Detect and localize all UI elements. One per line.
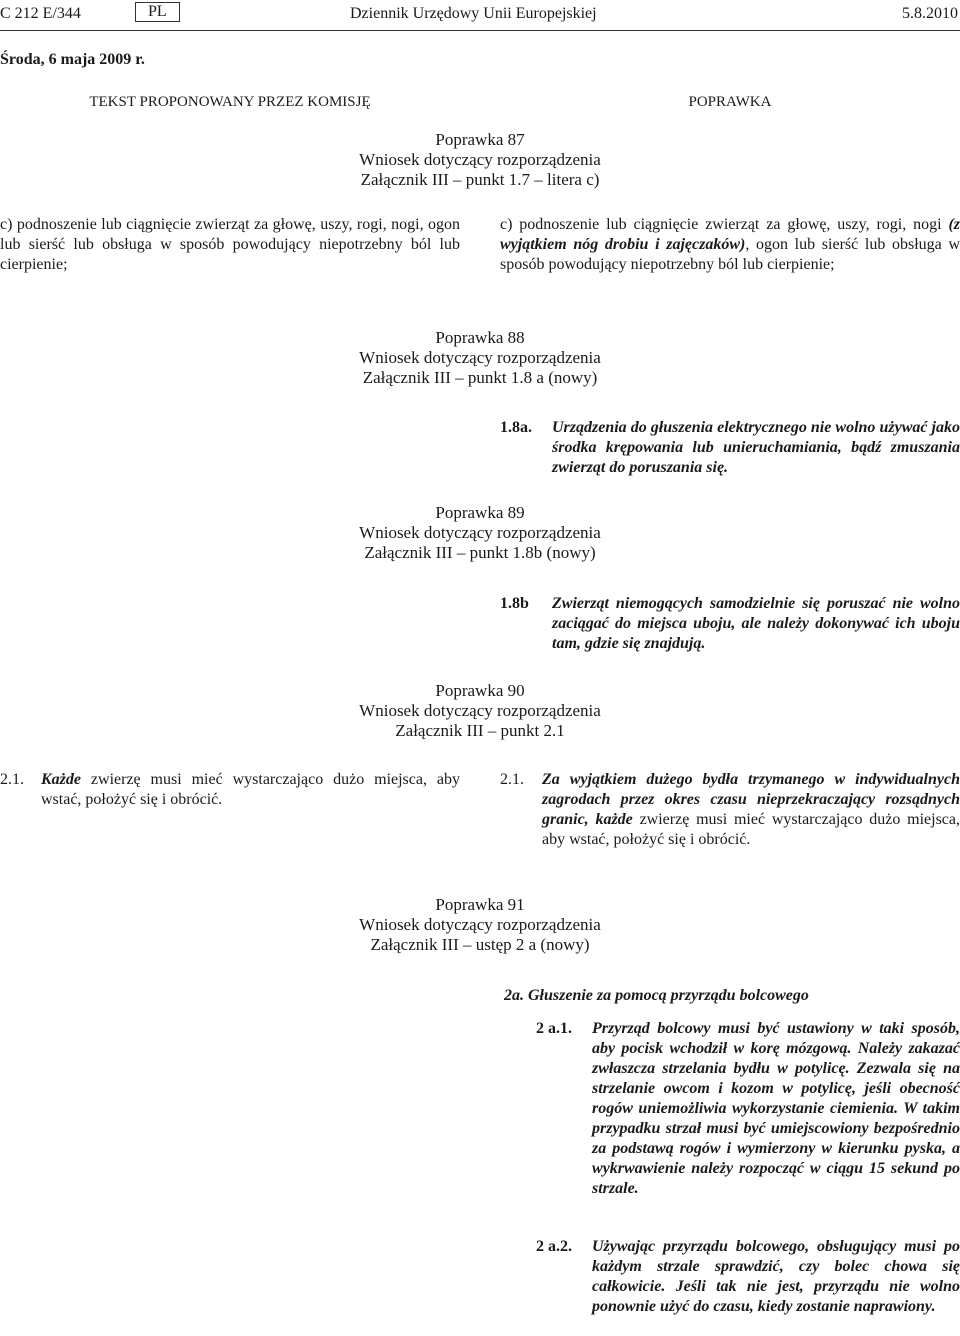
amended-text-segment: Za wyjątkiem dużego bydła trzymanego w indywidualnych zagrodach przez okres czasu nieprzekraczający rozsądnych granic, każde <box>542 771 960 828</box>
amendment-87-heading <box>230 130 730 190</box>
amendment-subtitle: Wniosek dotyczący rozporządzenia <box>359 701 601 720</box>
amendment-88-point <box>500 418 960 478</box>
amendment-title: Poprawka 91 <box>435 895 525 914</box>
publication-date: 5.8.2010 <box>902 5 958 22</box>
amendment-91-point-1 <box>536 1019 960 1199</box>
amendment-subtitle: Wniosek dotyczący rozporządzenia <box>359 348 601 367</box>
amendment-reference: Załącznik III – ustęp 2 a (nowy) <box>370 935 590 954</box>
point-number: 2.1. <box>500 771 524 788</box>
page-reference: C 212 E/344 <box>0 5 81 22</box>
amendment-91-heading <box>230 895 730 955</box>
point-number: 2 a.2. <box>536 1238 572 1255</box>
amendment-91-point-2 <box>536 1237 960 1317</box>
amendment-subtitle: Wniosek dotyczący rozporządzenia <box>359 915 601 934</box>
amendment-title: Poprawka 89 <box>435 503 525 522</box>
amendment-reference: Załącznik III – punkt 1.7 – litera c) <box>360 170 600 189</box>
point-number: 2 a.1. <box>536 1020 572 1037</box>
amendment-89-point <box>500 594 960 654</box>
point-text <box>41 770 460 810</box>
point-number: 1.8b <box>500 595 529 612</box>
amendment-reference: Załącznik III – punkt 1.8b (nowy) <box>364 543 596 562</box>
amendment-title: Poprawka 88 <box>435 328 525 347</box>
session-date: Środa, 6 maja 2009 r. <box>0 51 145 68</box>
amendment-subtitle: Wniosek dotyczący rozporządzenia <box>359 523 601 542</box>
header-rule <box>0 30 960 31</box>
amendment-88-heading <box>230 328 730 388</box>
amendment-reference: Załącznik III – punkt 1.8 a (nowy) <box>362 368 598 387</box>
amended-text-segment: (z wyjątkiem nóg drobiu i zajęczaków) <box>500 216 960 253</box>
journal-title: Dziennik Urzędowy Unii Europejskiej <box>350 5 597 22</box>
amendment-87-amendment-text <box>500 215 960 275</box>
amendment-subtitle: Wniosek dotyczący rozporządzenia <box>359 150 601 169</box>
point-text: Używając przyrządu bolcowego, obsługujący musi po każdym strzale sprawdzić, czy bolec chowa się całkowicie. Jeśli tak nie jest, przyrządu nie wolno ponownie użyć do czasu, kiedy zostanie naprawiony. <box>592 1238 960 1315</box>
point-number: 2.1. <box>0 771 24 788</box>
amendment-reference: Załącznik III – punkt 2.1 <box>395 721 565 740</box>
amendment-87-commission-text: c) podnoszenie lub ciągnięcie zwierząt za głowę, uszy, rogi, nogi, ogon lub sierść lub obsługa w sposób powodujący niepotrzebny ból lub cierpienie; <box>0 216 460 273</box>
deleted-text-segment: Każde <box>41 771 81 788</box>
point-text: Przyrząd bolcowy musi być ustawiony w taki sposób, aby pocisk wchodził w korę mózgową. Należy zakazać zwłaszcza strzelania bydłu w potylicę. Zezwala się na strzelanie owcom i kozom w potylicę, jeśli obecność rogów uniemożliwia wykorzystanie ciemienia. W takim przypadku strzał musi być umiejscowiony bezpośrednio za podstawą rogów i wymierzony w kierunku pyska, a wykrwawienie należy rozpocząć w ciągu 15 sekund po strzale. <box>592 1020 960 1197</box>
point-text: Zwierząt niemogących samodzielnie się poruszać nie wolno zaciągać do miejsca uboju, ale należy dokonywać ich uboju tam, gdzie się znajdują. <box>552 595 960 652</box>
text-segment: zwierzę musi mieć wystarczająco dużo miejsca, aby wstać, położyć się i obrócić. <box>41 771 460 808</box>
amendment-90-heading <box>230 681 730 741</box>
column-heading-right: POPRAWKA <box>688 94 772 110</box>
point-text: Urządzenia do głuszenia elektrycznego nie wolno używać jako środka krępowania lub unieruchamiania, bądź zmuszania zwierząt do poruszania się. <box>552 419 960 476</box>
amendment-90-commission-text <box>0 770 460 810</box>
amendment-90-amendment-text <box>500 770 960 850</box>
amendment-title: Poprawka 87 <box>435 130 525 149</box>
text-segment: zwierzę musi mieć wystarczająco dużo miejsca, aby wstać, położyć się i obrócić. <box>542 811 960 848</box>
language-code: PL <box>135 2 180 22</box>
column-heading-left: TEKST PROPONOWANY PRZEZ KOMISJĘ <box>89 94 371 110</box>
amendment-91-section-title: 2a. Głuszenie za pomocą przyrządu bolcowego <box>504 987 809 1004</box>
amendment-title: Poprawka 90 <box>435 681 525 700</box>
text-segment: c) podnoszenie lub ciągnięcie zwierząt za głowę, uszy, rogi, nogi <box>500 216 949 233</box>
amendment-89-heading <box>230 503 730 563</box>
point-text <box>542 770 960 850</box>
text-segment: , ogon lub sierść lub obsługa w sposób powodujący niepotrzebny ból lub cierpienie; <box>500 236 960 273</box>
point-number: 1.8a. <box>500 419 532 436</box>
